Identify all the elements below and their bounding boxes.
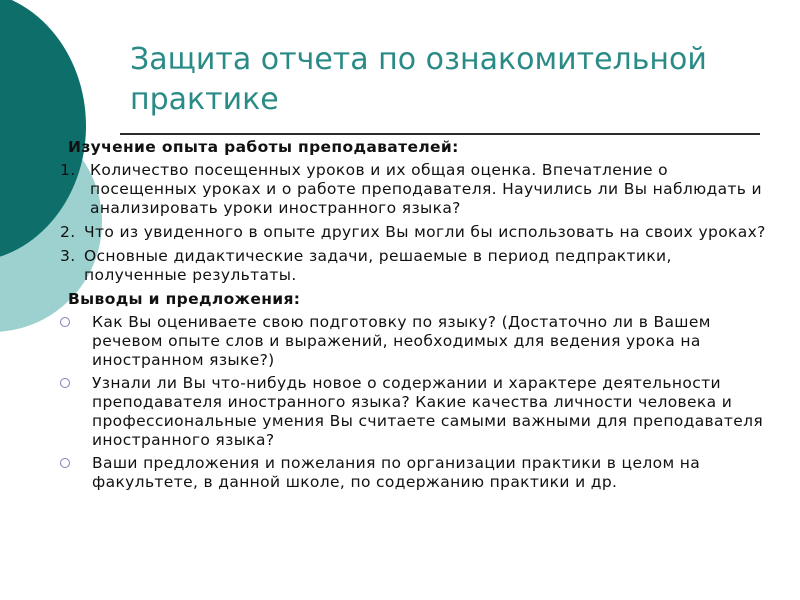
item-text: Что из увиденного в опыте других Вы могли бы использовать на своих уроках? <box>84 223 766 241</box>
bullet-ring-icon <box>60 317 70 327</box>
section-heading-study: Изучение опыта работы преподавателей: <box>68 138 459 156</box>
numbered-item-1 <box>60 161 768 218</box>
item-number: 2. <box>60 223 76 241</box>
slide-content <box>60 138 768 496</box>
title-divider <box>120 133 760 135</box>
section-heading-conclusions: Выводы и предложения: <box>68 290 301 308</box>
bullet-item-3 <box>60 454 768 492</box>
item-text: Количество посещенных уроков и их общая оценка. Впечатление о посещенных уроках и о работе преподавателя. Научились ли Вы наблюдать и анализировать уроки иностранного языка? <box>90 161 762 217</box>
numbered-item-3 <box>60 247 768 285</box>
numbered-item-2 <box>60 223 768 242</box>
bullet-ring-icon <box>60 378 70 388</box>
bullet-text: Как Вы оцениваете свою подготовку по языку? (Достаточно ли в Вашем речевом опыте слов и выражений, необходимых для ведения урока на иностранном языке?) <box>92 313 711 369</box>
item-number: 3. <box>60 247 76 265</box>
bullet-text: Ваши предложения и пожелания по организации практики в целом на факультете, в данной школе, по содержанию практики и др. <box>92 454 701 491</box>
bullet-text: Узнали ли Вы что-нибудь новое о содержании и характере деятельности преподавателя иностранного языка? Какие качества личности человека и профессиональные умения Вы считаете самыми важными для преподавателя иностранного языка? <box>92 374 764 449</box>
slide-title: Защита отчета по ознакомительной практике <box>130 42 707 117</box>
item-text: Основные дидактические задачи, решаемые в период педпрактики, полученные результаты. <box>84 247 672 284</box>
item-number: 1. <box>60 161 76 179</box>
bullet-ring-icon <box>60 458 70 468</box>
bullet-item-2 <box>60 374 768 450</box>
bullet-item-1 <box>60 313 768 370</box>
